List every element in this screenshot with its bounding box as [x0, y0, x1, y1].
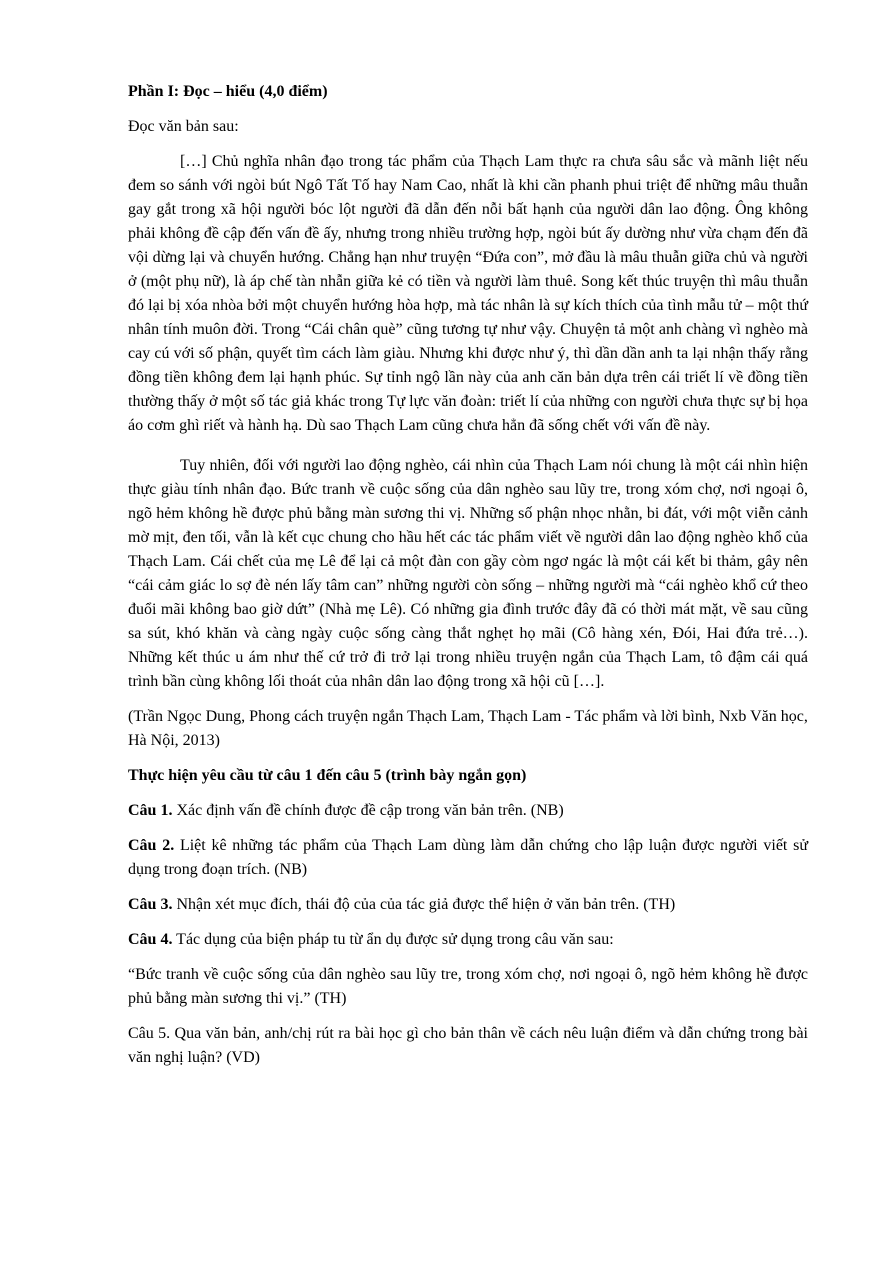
question-label: Câu 2. [128, 837, 175, 854]
passage-paragraph-1: […] Chủ nghĩa nhân đạo trong tác phẩm của Thạch Lam thực ra chưa sâu sắc và mãnh liệt nếu đem so sánh với ngòi bút Ngô Tất Tố hay Nam Cao, nhất là khi cần phanh phui triệt để những mâu thuẫn gay gắt trong xã hội người bóc lột người đã dẫn đến nỗi bất hạnh của người dân lao động. Ông không phải không đề cập đến vấn đề ấy, nhưng trong nhiều trường hợp, ngòi bút ấy dường như vừa chạm đến đã vội dừng lại và chuyển hướng. Chẳng hạn như truyện “Đứa con”, mở đầu là mâu thuẫn giữa chủ và người ở (một phụ nữ), là áp chế tàn nhẫn giữa kẻ có tiền và người làm thuê. Song kết thúc truyện thì mâu thuẫn đó lại bị xóa nhòa bởi một chuyển hướng hòa hợp, mà tác nhân là sự kích thích của tình mẫu tử – một thứ nhân tính muôn đời. Trong “Cái chân què” cũng tương tự như vậy. Chuyện tả một anh chàng vì nghèo mà cay cú với số phận, quyết tìm cách làm giàu. Nhưng khi được như ý, thì dần dần anh ta lại nhận thấy rằng đồng tiền không đem lại hạnh phúc. Sự tỉnh ngộ lần này của anh căn bản dựa trên cái triết lí về đồng tiền thường thấy ở một số tác giả khác trong Tự lực văn đoàn: triết lí của những con người chưa thực sự bị họa áo cơm ghì riết và hành hạ. Dù sao Thạch Lam cũng chưa hẳn đã sống chết với vấn đề này. [128, 153, 808, 434]
question-3 [128, 893, 808, 917]
question-label: Câu 4. [128, 931, 173, 948]
question-label: Câu 1. [128, 802, 173, 819]
passage-source: (Trần Ngọc Dung, Phong cách truyện ngắn Thạch Lam, Thạch Lam - Tác phẩm và lời bình, Nxb Văn học, Hà Nội, 2013) [128, 708, 808, 749]
question-text: Liệt kê những tác phẩm của Thạch Lam dùng làm dẫn chứng cho lập luận được người viết sử dụng trong đoạn trích. (NB) [128, 837, 809, 878]
question-1 [128, 799, 808, 823]
question-label: Câu 3. [128, 896, 173, 913]
question-5: Câu 5. Qua văn bản, anh/chị rút ra bài học gì cho bản thân về cách nêu luận điểm và dẫn chứng trong bài văn nghị luận? (VD) [128, 1025, 808, 1066]
question-4-quote: “Bức tranh về cuộc sống của dân nghèo sau lũy tre, trong xóm chợ, nơi ngoại ô, ngõ hẻm không hề được phủ bằng màn sương thi vị.” (TH) [128, 966, 808, 1007]
task-heading: Thực hiện yêu cầu từ câu 1 đến câu 5 (trình bày ngắn gọn) [128, 767, 527, 784]
document-page [128, 80, 808, 1081]
passage-paragraph-2: Tuy nhiên, đối với người lao động nghèo, cái nhìn của Thạch Lam nói chung là một cái nhìn hiện thực giàu tính nhân đạo. Bức tranh về cuộc sống của dân nghèo sau lũy tre, trong xóm chợ, nơi ngoại ô, ngõ hẻm không hề được phủ bằng màn sương thi vị. Những số phận nhọc nhằn, bi đát, với một viễn cảnh mờ mịt, đen tối, vẫn là kết cục chung cho hầu hết các tác phẩm viết về người dân lao động nghèo khổ của Thạch Lam. Cái chết của mẹ Lê để lại cả một đàn con gầy còm ngơ ngác là một cái kết bi thảm, gây nên “cái cảm giác lo sợ đè nén lấy tâm can” những người còn sống – những người mà “cái nghèo khổ cứ theo đuổi mãi không bao giờ dứt” (Nhà mẹ Lê). Có những gia đình trước đây đã có thời mát mặt, về sau cũng sa sút, khó khăn và càng ngày cuộc sống càng thắt nghẹt họ mãi (Cô hàng xén, Đói, Hai đứa trẻ…). Những kết thúc u ám như thế cứ trở đi trở lại trong nhiều truyện ngắn của Thạch Lam, tô đậm cái quá trình bần cùng không lối thoát của nhân dân lao động trong xã hội cũ […]. [128, 457, 808, 690]
question-4 [128, 928, 808, 952]
question-text: Tác dụng của biện pháp tu từ ẩn dụ được sử dụng trong câu văn sau: [172, 931, 614, 948]
question-2 [128, 834, 808, 882]
question-text: Xác định vấn đề chính được đề cập trong văn bản trên. (NB) [172, 802, 564, 819]
section-title: Phần I: Đọc – hiểu (4,0 điểm) [128, 83, 328, 100]
question-text: Nhận xét mục đích, thái độ của của tác giả được thể hiện ở văn bản trên. (TH) [172, 896, 676, 913]
reading-intro: Đọc văn bản sau: [128, 118, 239, 135]
